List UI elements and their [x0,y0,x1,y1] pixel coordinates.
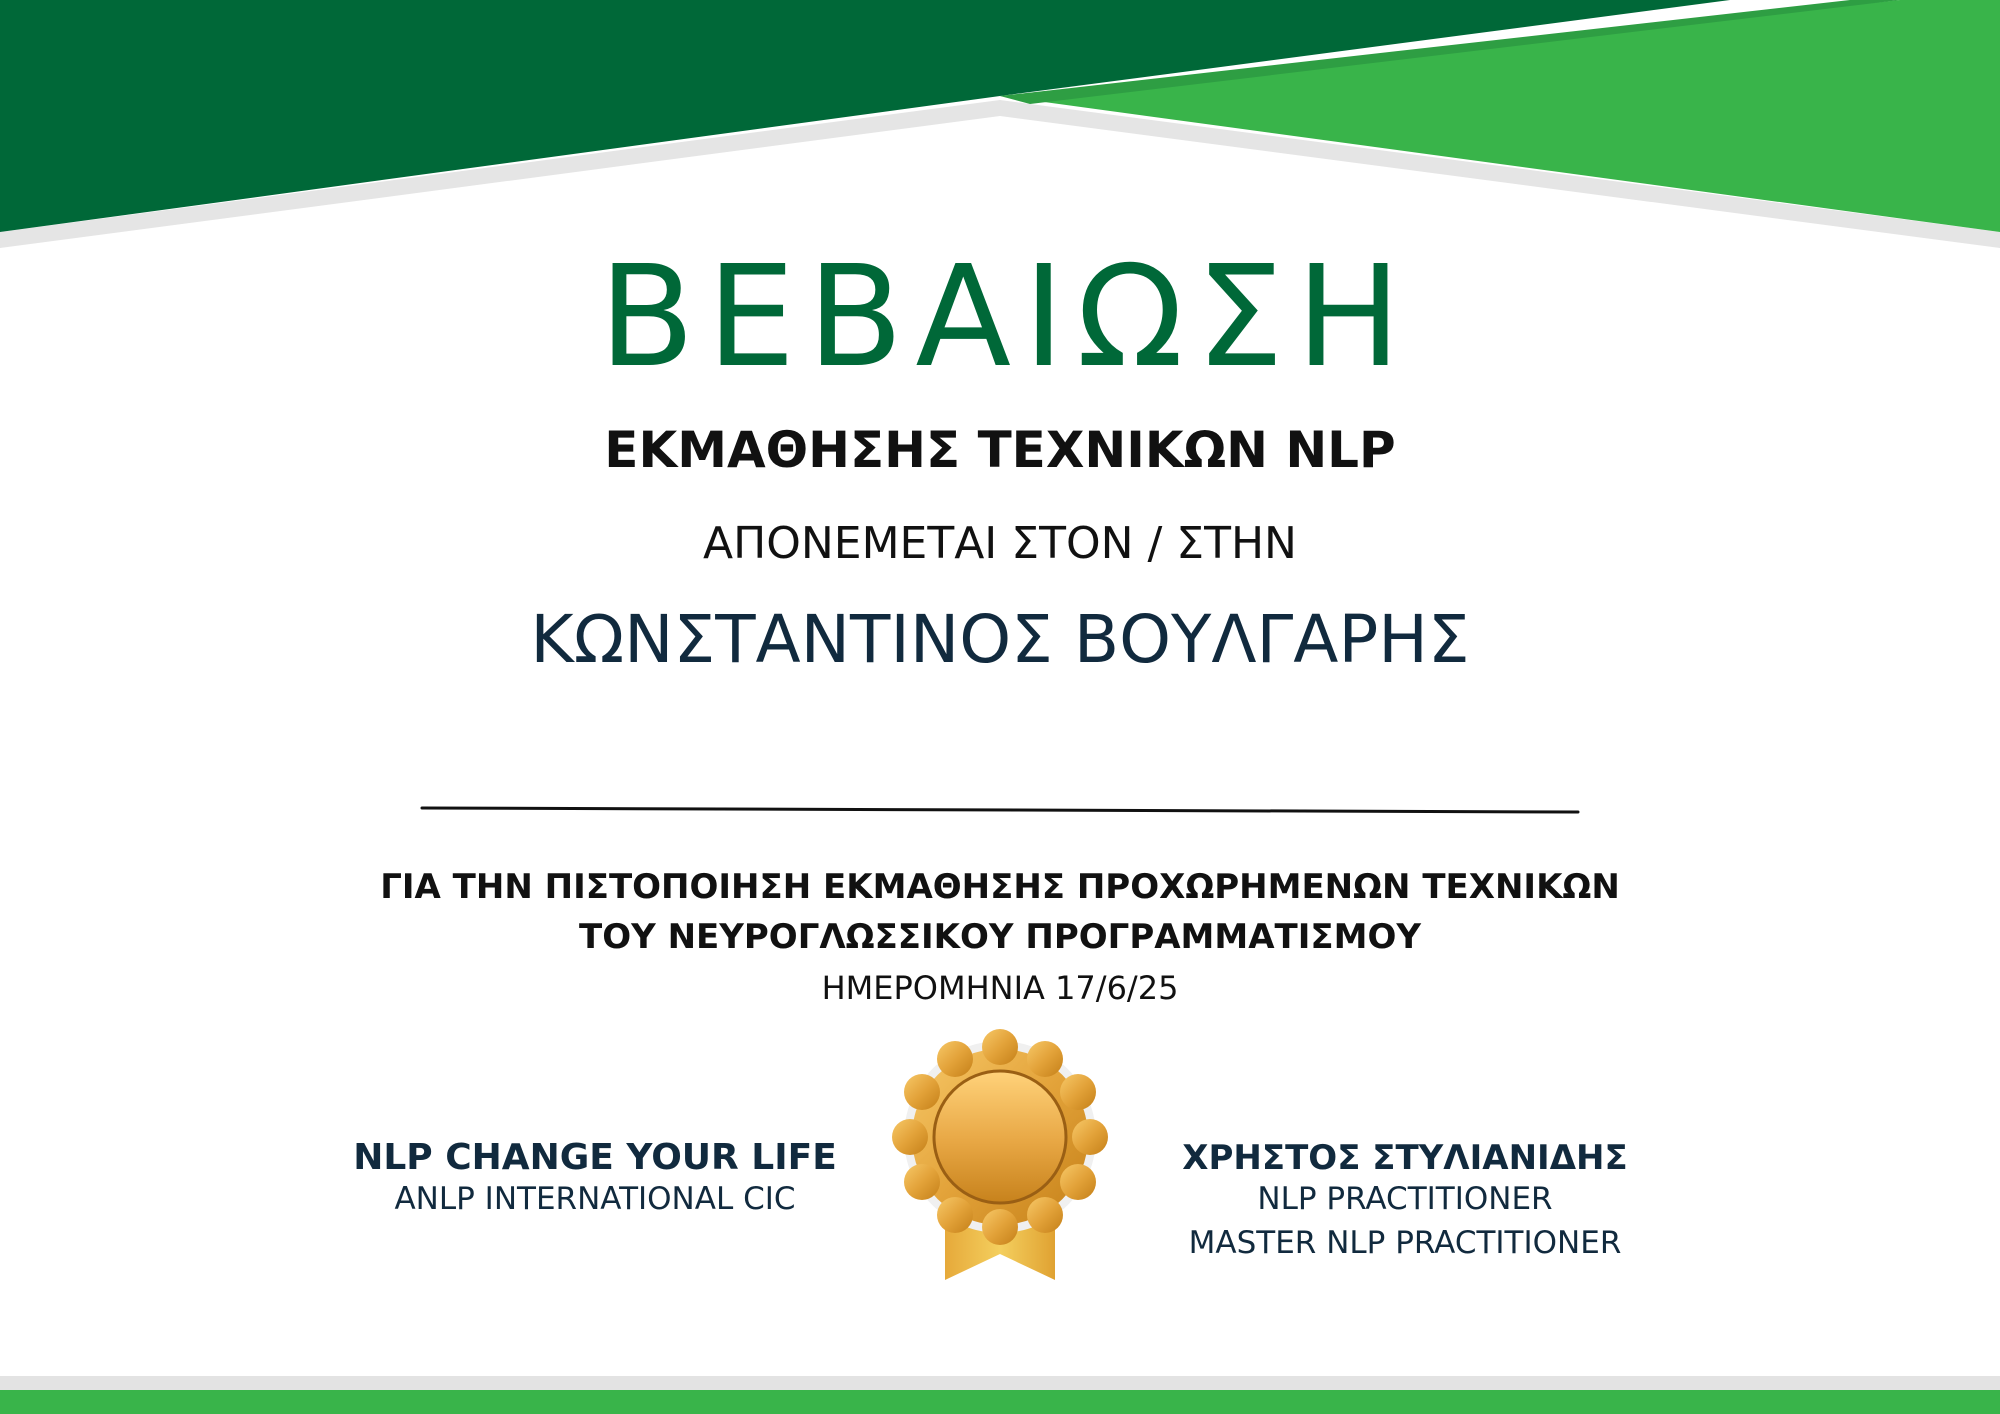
issuer-organization: NLP CHANGE YOUR LIFE [353,1137,837,1178]
recipient-name: ΚΩΝΣΤΑΝΤΙΝΟΣ ΒΟΥΛΓΑΡΗΣ [530,601,1470,678]
issuer-affiliation: ANLP INTERNATIONAL CIC [394,1181,796,1217]
footer-green-bar [0,1390,2000,1414]
signatory-name: ΧΡΗΣΤΟΣ ΣΤΥΛΙΑΝΙΔΗΣ [1182,1138,1628,1178]
certificate-date: ΗΜΕΡΟΜΗΝΙΑ 17/6/25 [821,969,1179,1007]
signatory-credential-1: NLP PRACTITIONER [1257,1181,1553,1217]
header-decoration [0,0,2000,260]
description-line-2: ΤΟΥ ΝΕΥΡΟΓΛΩΣΣΙΚΟΥ ΠΡΟΓΡΑΜΜΑΤΙΣΜΟΥ [579,917,1421,957]
certificate-subtitle: ΕΚΜΑΘΗΣΗΣ ΤΕΧΝΙΚΩΝ NLP [604,421,1396,479]
footer-grey-bar [0,1376,2000,1390]
certificate-title: ΒΕΒΑΙΩΣΗ [598,236,1414,399]
signatory-credential-2: MASTER NLP PRACTITIONER [1188,1225,1622,1261]
seal-medallion [934,1071,1066,1203]
awarded-to-label: ΑΠΟΝΕΜΕΤΑΙ ΣΤΟΝ / ΣΤΗΝ [703,518,1297,569]
description-line-1: ΓΙΑ ΤΗΝ ΠΙΣΤΟΠΟΙΗΣΗ ΕΚΜΑΘΗΣΗΣ ΠΡΟΧΩΡΗΜΕΝΩΝ ΤΕΧΝΙΚΩΝ [380,867,1620,907]
gold-award-seal-icon [880,1022,1120,1292]
signature-divider-line [0,780,2000,820]
